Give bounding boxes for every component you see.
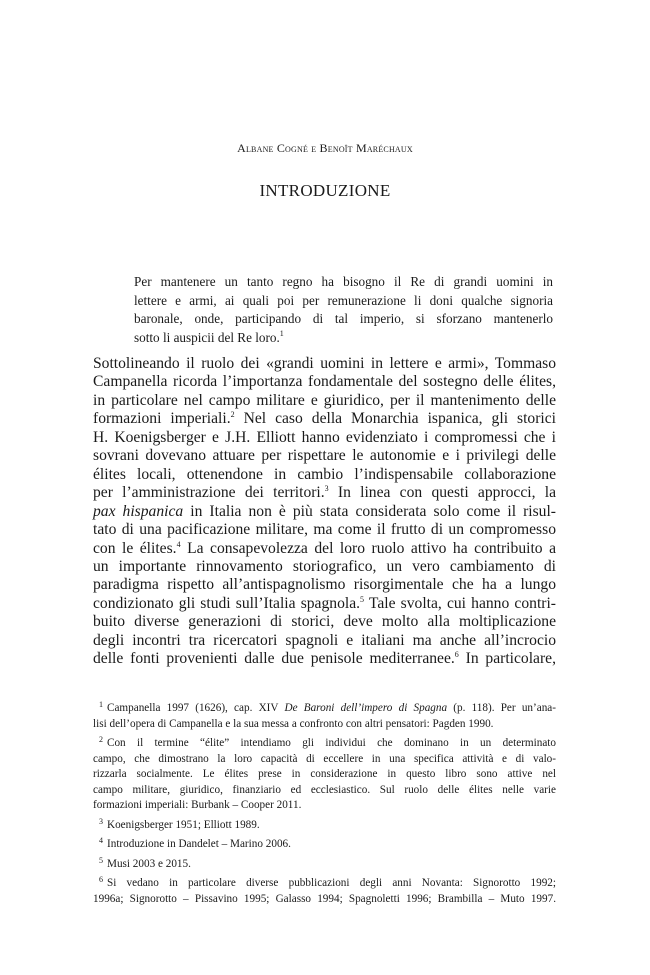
footnote-3 <box>93 814 556 834</box>
footnote-line: lisi dell’opera di Campanella e la sua messa a confronto con altri pensatori: Pagden 1990. <box>93 717 494 730</box>
body-text-span: In particolare, <box>458 650 556 668</box>
body-line: sovrani dovevano attuare per rispettare le autonomie e i privilegi delle <box>93 447 556 465</box>
body-line <box>93 503 556 521</box>
body-line: élites locali, ottenendone in cambio l’indispensabile collaborazione <box>93 465 556 483</box>
epigraph-line-last <box>134 329 553 348</box>
footnote-number: 3 <box>99 816 103 826</box>
footnote-text: (p. 118). Per un’ana- <box>447 702 556 714</box>
body-line: tato di una pacificazione militare, ma come il frutto di un compromesso <box>93 521 556 539</box>
footnote-line: formazioni imperiali: Burbank – Cooper 2011. <box>93 799 302 811</box>
footnote-line: 1996a; Signorotto – Pissavino 1995; Galasso 1994; Spagnoletti 1996; Brambilla – Muto 1997. <box>93 892 556 905</box>
body-text-span: Tale svolta, cui hanno contri- <box>364 594 556 612</box>
body-line: degli incontri tra ricercatori spagnoli e italiani ma anche all’incrocio <box>93 631 556 649</box>
epigraph-line: baronale, onde, participando di tal imperio, si sforzano mantenerlo <box>134 311 553 327</box>
body-line: H. Koenigsberger e J.H. Elliott hanno evidenziato i compromessi che i <box>93 428 556 446</box>
footnote-ref: 2 <box>230 410 235 420</box>
body-text-span: La consapevolezza del loro ruolo attivo ha contribuito a <box>180 539 556 557</box>
body-line: paradigma rispetto all’antispagnolismo risorgimentale che ha a lungo <box>93 576 556 594</box>
body-text-span: formazioni imperiali. <box>93 410 231 428</box>
footnote-italic-title: De Baroni dell’impero di Spagna <box>284 702 448 714</box>
footnote-line <box>93 814 556 834</box>
footnote-ref: 4 <box>176 539 181 549</box>
footnote-ref: 6 <box>454 650 459 660</box>
body-text-span: condizionato gli studi sull’Italia spagnola. <box>93 594 361 612</box>
footnote-2 <box>93 732 556 814</box>
footnote-number: 5 <box>99 855 103 865</box>
footnote-line: campo, che dimostrano la loro capacità di eccellere in una specifica attività e di valo- <box>93 752 556 765</box>
footnote-text: Con il termine “élite” intendiamo gli individui che dominano in un determinato <box>107 737 556 749</box>
footnote-1 <box>93 697 556 732</box>
footnote-line: rizzarla socialmente. Le élites prese in considerazione in questo libro sono attive nel <box>93 768 556 780</box>
chapter-title: INTRODUZIONE <box>259 181 391 200</box>
footnote-line <box>93 833 556 853</box>
footnote-line <box>93 732 556 752</box>
footnote-line <box>93 872 556 892</box>
body-line <box>93 650 556 668</box>
footnotes <box>93 697 556 907</box>
footnote-line <box>93 697 556 717</box>
body-line: Sottolineando il ruolo dei «grandi uomini in lettere e armi», Tommaso <box>93 355 556 372</box>
body-line: Campanella ricorda l’importanza fondamentale del sostegno delle élites, <box>93 373 556 391</box>
footnote-ref: 3 <box>324 484 329 494</box>
body-text-span: con le élites. <box>93 539 177 557</box>
footnote-6 <box>93 872 556 907</box>
body-text-span: per l’amministrazione dei territori. <box>93 484 325 502</box>
epigraph-line: lettere e armi, ai quali poi per remunerazione li doni qualche signoria <box>134 292 553 308</box>
running-header-authors: Albane Cogné e Benoît Maréchaux <box>237 141 413 155</box>
footnote-text: Introduzione in Dandelet – Marino 2006. <box>107 838 291 850</box>
body-line <box>93 540 556 558</box>
body-line: buito diverse generazioni di storici, deve molto alla moltiplicazione <box>93 613 556 631</box>
body-text-span: delle fonti provenienti dalle due penisole mediterranee. <box>93 650 455 668</box>
footnote-number: 1 <box>99 700 103 709</box>
footnote-number: 6 <box>99 875 103 884</box>
body-text-span: Nel caso della Monarchia ispanica, gli storici <box>234 410 556 428</box>
body-text-span: in Italia non è più stata considerata solo come il risul- <box>183 502 556 520</box>
footnote-4 <box>93 833 556 853</box>
body-text-span: In linea con questi approcci, la <box>328 484 557 502</box>
italic-term: pax hispanica <box>93 502 184 520</box>
body-line <box>93 595 556 613</box>
footnote-text: Campanella 1997 (1626), cap. XIV <box>107 702 285 714</box>
body-line: in particolare nel campo militare e giuridico, per il mantenimento delle <box>93 391 556 409</box>
body-line <box>93 410 556 428</box>
footnote-text: Koenigsberger 1951; Elliott 1989. <box>107 818 260 831</box>
footnote-text: Musi 2003 e 2015. <box>107 857 191 870</box>
footnote-line <box>93 853 556 873</box>
body-text <box>93 355 556 669</box>
footnote-line: campo militare, giuridico, finanziario ed ecclesiastico. Sul ruolo delle élites nelle varie <box>93 783 556 796</box>
epigraph-line-text: sotto li auspicii del Re loro. <box>134 329 280 345</box>
body-line: un importante rinnovamento storiografico, un vero cambiamento di <box>93 557 556 575</box>
footnote-5 <box>93 853 556 873</box>
footnote-ref: 1 <box>279 328 284 338</box>
footnote-number: 2 <box>99 735 103 744</box>
body-line <box>93 484 556 502</box>
epigraph-line: Per mantenere un tanto regno ha bisogno il Re di grandi uomini in <box>134 274 553 289</box>
epigraph-quote <box>134 273 553 347</box>
footnote-ref: 5 <box>360 594 365 604</box>
footnote-text: Si vedano in particolare diverse pubblicazioni degli anni Novanta: Signorotto 1992; <box>107 877 556 889</box>
footnote-number: 4 <box>99 836 103 845</box>
